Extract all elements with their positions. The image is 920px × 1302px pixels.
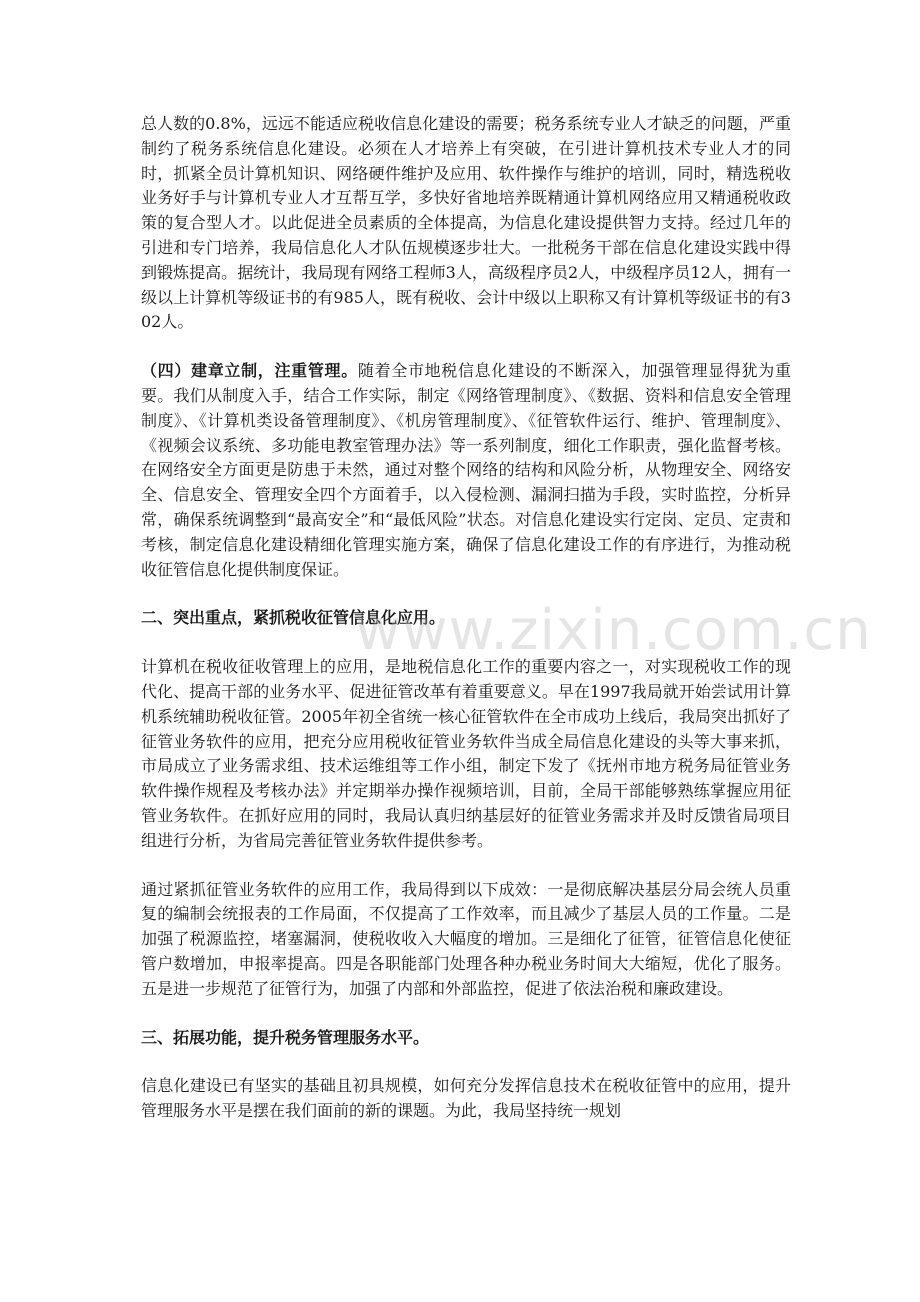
paragraph-talent-training: 总人数的0.8%，远远不能适应税收信息化建设的需要；税务系统专业人才缺乏的问题，严重制约了税务系统信息化建设。必须在人才培养上有突破，在引进计算机技术专业人才的同时，抓紧全员计算机知识、网络硬件维护及应用、软件操作与维护的培训，同时，精选税收业务好手与计算机专业人才互帮互学，多快好省地培养既精通计算机网络应用又精通税收政策的复合型人才。以此促进全员素质的全体提高，为信息化建设提供智力支持。经过几年的引进和专门培养，我局信息化人才队伍规模逐步壮大。一批税务干部在信息化建设实践中得到锻炼提高。据统计，我局现有网络工程师3人，高级程序员2人，中级程序员12人，拥有一级以上计算机等级证书的有985人，既有税收、会计中级以上职称又有计算机等级证书的有302人。 xyxy=(141,114,791,332)
heading-section-three: 三、拓展功能，提升税务管理服务水平。 xyxy=(141,1027,430,1047)
paragraph-expand-functions: 信息化建设已有坚实的基础且初具规模，如何充分发挥信息技术在税收征管中的应用，提升管理服务水平是摆在我们面前的新的课题。为此，我局坚持统一规划 xyxy=(141,1076,791,1121)
paragraph-regulations xyxy=(141,359,791,582)
section-four-text: 随着全市地税信息化建设的不断深入，加强管理显得犹为重要。我们从制度入手，结合工作实际，制定《网络管理制度》、《数据、资料和信息安全管理制度》、《计算机类设备管理制度》、《机房管理制度》、《征管软件运行、维护、管理制度》、《视频会议系统、多功能电教室管理办法》等一系列制度，细化工作职责，强化监督考核。在网络安全方面更是防患于未然，通过对整个网络的结构和风险分析，从物理安全、网络安全、信息安全、管理安全四个方面着手，以入侵检测、漏洞扫描为手段，实时监控，分析异常，确保系统调整到“最高安全”和“最低风险”状态。对信息化建设实行定岗、定员、定责和考核，制定信息化建设精细化管理实施方案，确保了信息化建设工作的有序进行，为推动税收征管信息化提供制度保证。 xyxy=(141,361,791,579)
document-body xyxy=(141,112,791,1124)
heading-section-two: 二、突出重点，紧抓税收征管信息化应用。 xyxy=(141,608,446,628)
paragraph-results: 通过紧抓征管业务软件的应用工作，我局得到以下成效：一是彻底解决基层分局会统人员重复的编制会统报表的工作局面，不仅提高了工作效率，而且减少了基层人员的工作量。二是加强了税源监控，堵塞漏洞，使税收收入大幅度的增加。三是细化了征管，征管信息化使征管户数增加，申报率提高。四是各职能部门处理各种办税业务时间大大缩短，优化了服务。五是进一步规范了征管行为，加强了内部和外部监控，促进了依法治税和廉政建设。 xyxy=(141,879,791,998)
paragraph-computer-application: 计算机在税收征收管理上的应用，是地税信息化工作的重要内容之一，对实现税收工作的现代化、提高干部的业务水平、促进征管改革有着重要意义。早在1997我局就开始尝试用计算机系统辅助税收征管。2005年初全省统一核心征管软件在全市成功上线后，我局突出抓好了征管业务软件的应用，把充分应用税收征管业务软件当成全局信息化建设的头等大事来抓，市局成立了业务需求组、技术运维组等工作小组，制定下发了《抚州市地方税务局征管业务软件操作规程及考核办法》并定期举办操作视频培训，目前，全局干部能够熟练掌握应用征管业务软件。在抓好应用的同时，我局认真归纳基层好的征管业务需求并及时反馈省局项目组进行分析，为省局完善征管业务软件提供参考。 xyxy=(141,657,791,850)
watermark: www.zixin.com.cn xyxy=(355,598,872,663)
section-four-title: （四）建章立制，注重管理。 xyxy=(141,361,358,381)
